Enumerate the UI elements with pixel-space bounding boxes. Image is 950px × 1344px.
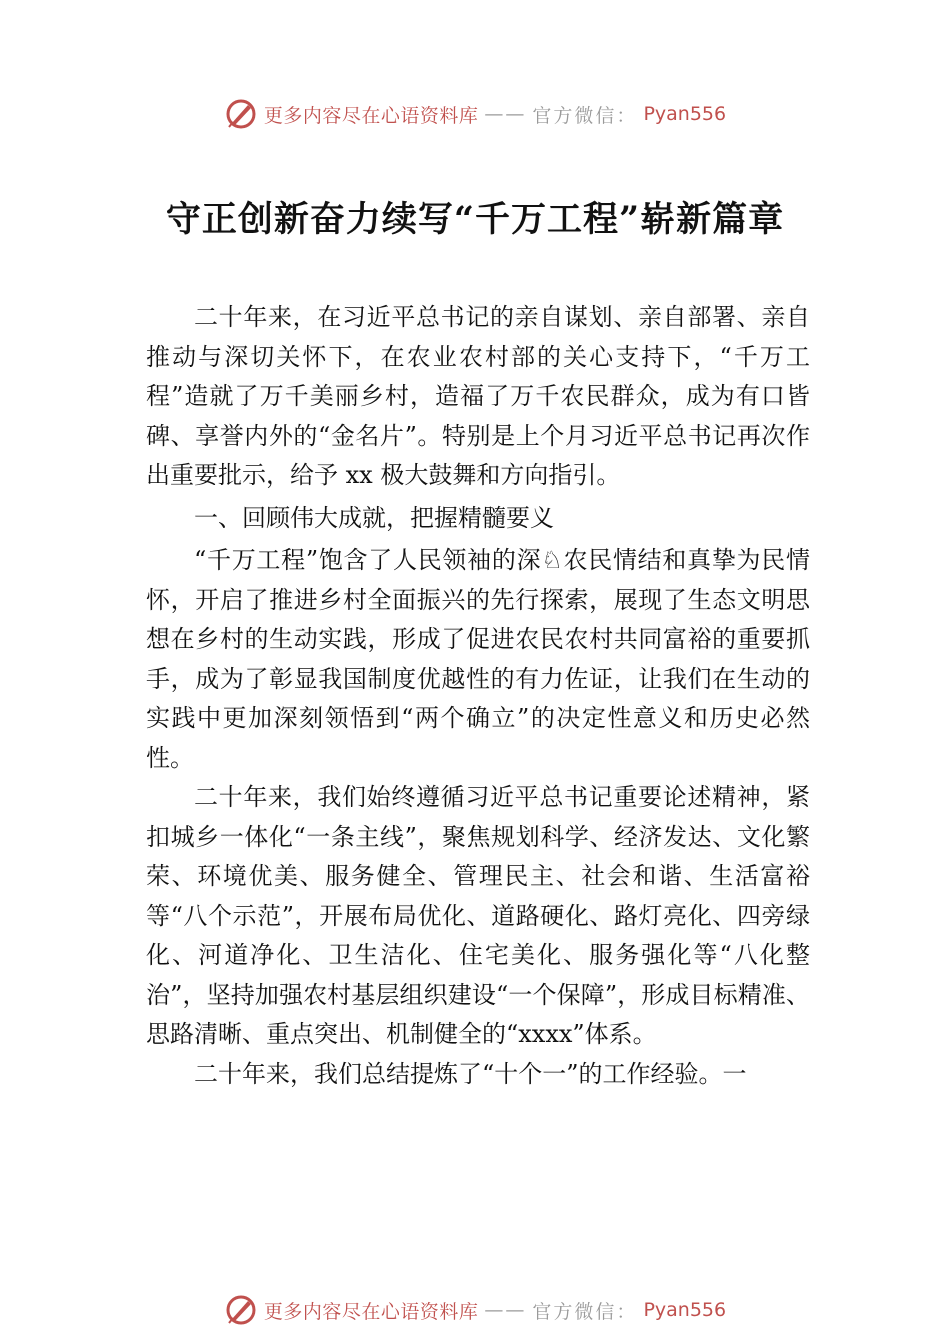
quill-logo-icon <box>224 97 258 131</box>
watermark-official-text: 官方微信： <box>532 104 638 127</box>
header-watermark <box>0 94 950 134</box>
watermark-main-text: 更多内容尽在心语资料库 <box>263 1300 479 1323</box>
section-heading-1: 一、回顾伟大成就，把握精髓要义 <box>194 503 554 532</box>
footer-watermark <box>0 1290 950 1330</box>
document-title: 守正创新奋力续写“千万工程”崭新篇章 <box>165 199 785 240</box>
paragraph-2: “千万工程”饱含了人民领袖的深♘农民情结和真挚为民情怀，开启了推进乡村全面振兴的先行探索，展现了生态文明思想在乡村的生动实践，形成了促进农民农村共同富裕的重要抓手，成为了彰显我国制度优越性的有力佐证，让我们在生动的实践中更加深刻领悟到“两个确立”的决定性意义和历史必然性。 <box>146 546 810 772</box>
quill-logo-icon <box>224 1293 258 1327</box>
watermark-separator: —— <box>484 1299 527 1321</box>
paragraph-3: 二十年来，我们始终遵循习近平总书记重要论述精神，紧扣城乡一体化“一条主线”，聚焦规划科学、经济发达、文化繁荣、环境优美、服务健全、管理民主、社会和谐、生活富裕等“八个示范”，开展布局优化、道路硬化、路灯亮化、四旁绿化、河道净化、卫生洁化、住宅美化、服务强化等“八化整治”，坚持加强农村基层组织建设“一个保障”，形成目标精准、思路清晰、重点突出、机制健全的“xxxx”体系。 <box>146 783 810 1048</box>
watermark-separator: —— <box>484 103 527 125</box>
watermark-main-text: 更多内容尽在心语资料库 <box>263 104 479 127</box>
paragraph-4: 二十年来，我们总结提炼了“十个一”的工作经验。一 <box>194 1059 747 1088</box>
watermark-account-id: Pyan556 <box>643 1299 727 1321</box>
paragraph-1: 二十年来，在习近平总书记的亲自谋划、亲自部署、亲自推动与深切关怀下，在农业农村部的关心支持下，“千万工程”造就了万千美丽乡村，造福了万千农民群众，成为有口皆碑、享誉内外的“金名片”。特别是上个月习近平总书记再次作出重要批示，给予 xx 极大鼓舞和方向指引。 <box>146 303 810 489</box>
document-body <box>146 298 810 1094</box>
watermark-official-text: 官方微信： <box>532 1300 638 1323</box>
watermark-account-id: Pyan556 <box>643 103 727 125</box>
